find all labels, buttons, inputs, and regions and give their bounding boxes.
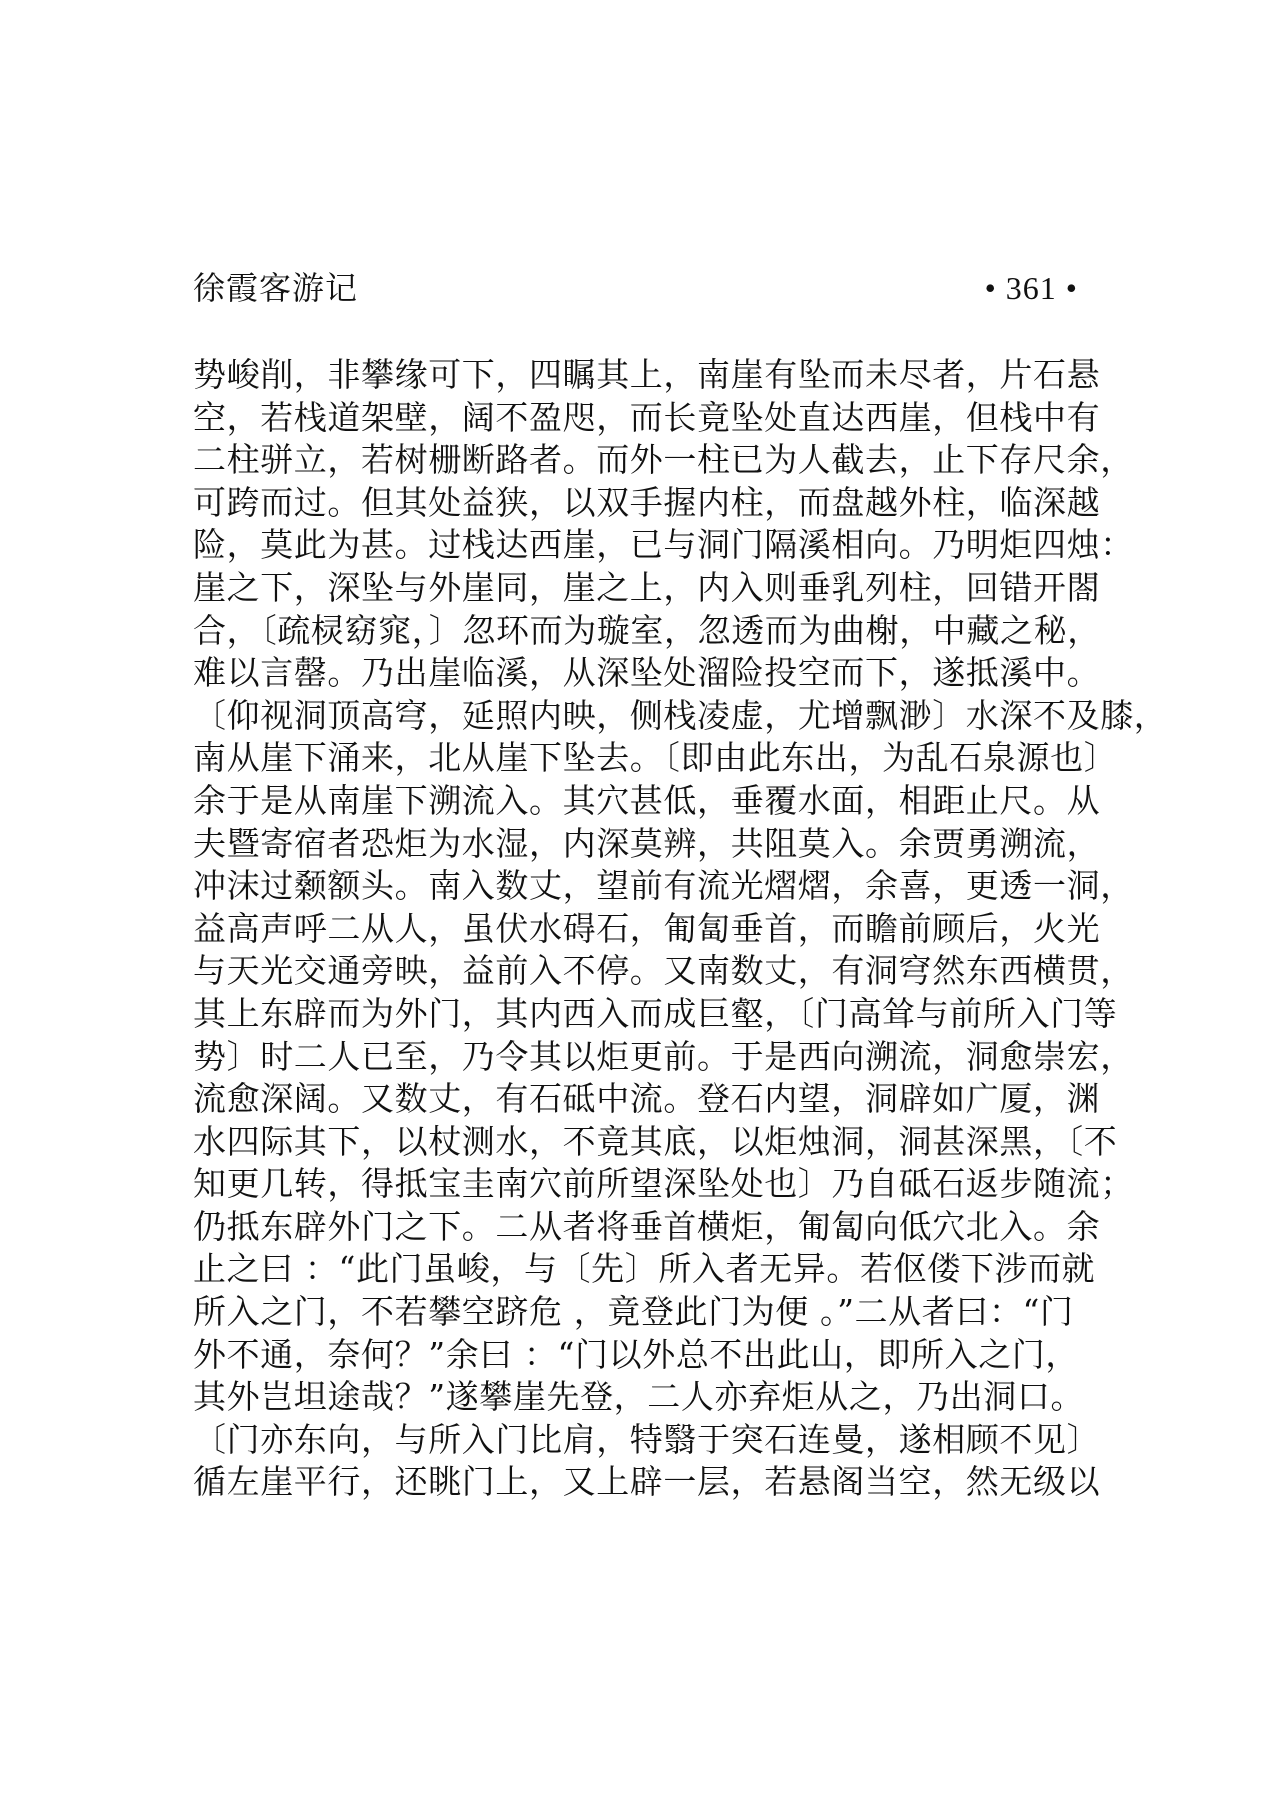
text-line: 势峻削，非攀缘可下，四瞩其上，南崖有坠而未尽者，片石悬 — [193, 355, 1101, 394]
text-line: 夫暨寄宿者恐炬为水湿，内深莫辨，共阻莫入。余贾勇溯流， — [193, 823, 1101, 863]
text-line: 流愈深阔。又数丈，有石砥中流。登石内望，洞辟如广厦，渊 — [193, 1079, 1101, 1119]
text-line: 所入之门，不若攀空跻危 ，竟登此门为便 。”二从者曰：“门 — [193, 1292, 1074, 1332]
text-line: 势〕时二人已至，乃令其以炬更前。于是西向溯流，洞愈崇宏， — [193, 1036, 1134, 1076]
page-number: • 361 • — [984, 270, 1078, 306]
text-line: 二柱骈立，若树栅断路者。而外一柱已为人截去，止下存尺余， — [193, 440, 1134, 480]
text-line: 其外岂坦途哉？”遂攀崖先登，二人亦弃炬从之，乃出洞口。 — [193, 1377, 1085, 1417]
text-line: 止之曰 ：“此门虽峻，与〔先〕所入者无异。若伛偻下涉而就 — [193, 1249, 1096, 1289]
text-line: 与天光交通旁映，益前入不停。又南数丈，有洞穹然东西横贯， — [193, 951, 1134, 991]
text-line: 余于是从南崖下溯流入。其穴甚低，垂覆水面，相距止尺。从 — [193, 780, 1101, 820]
text-line: 〔仰视洞顶高穹，延照内映，侧栈凌虚，尤增飘渺〕水深不及膝， — [193, 695, 1168, 735]
text-line: 其上东辟而为外门，其内西入而成巨壑，〔门高耸与前所入门等 — [193, 993, 1118, 1033]
text-line: 南从崖下涌来，北从崖下坠去。〔即由此东出，为乱石泉源也〕 — [193, 738, 1118, 778]
text-line: 险，莫此为甚。过栈达西崖，已与洞门隔溪相向。乃明炬四烛： — [193, 525, 1134, 565]
text-line: 外不通，奈何？”余曰 ：“门以外总不出此山，即所入之门， — [193, 1334, 1080, 1374]
text-line: 仍抵东辟外门之下。二从者将垂首横炬，匍匐向低穴北入。余 — [193, 1206, 1101, 1246]
text-line: 难以言罄。乃出崖临溪，从深坠处溜险投空而下，遂抵溪中。 — [193, 653, 1101, 693]
text-line: 水四际其下，以杖测水，不竟其底，以炬烛洞，洞甚深黑，〔不 — [193, 1121, 1118, 1161]
running-head — [193, 264, 1078, 312]
body-text — [193, 354, 1168, 1504]
book-title: 徐霞客游记 — [193, 269, 359, 307]
text-line: 知更几转，得抵宝圭南穴前所望深坠处也〕乃自砥石返步随流； — [193, 1164, 1134, 1204]
text-line: 空，若栈道架壁，阔不盈咫，而长竟坠处直达西崖，但栈中有 — [193, 397, 1101, 437]
text-line: 可跨而过。但其处益狭，以双手握内柱，而盘越外柱，临深越 — [193, 482, 1101, 522]
text-line: 益高声呼二从人，虽伏水碍石，匍匐垂首，而瞻前顾后，火光 — [193, 908, 1101, 948]
text-line: 循左崖平行，还眺门上，又上辟一层，若悬阁当空，然无级以 — [193, 1462, 1101, 1502]
text-line: 冲沫过颡额头。南入数丈，望前有流光熠熠，余喜，更透一洞， — [193, 866, 1134, 906]
text-line: 崖之下，深坠与外崖同，崖之上，内入则垂乳列柱，回错开閤 — [193, 567, 1101, 607]
text-line: 〔门亦东向，与所入门比肩，特翳于突石连曼，遂相顾不见〕 — [193, 1419, 1101, 1459]
text-line: 合，〔疏棂窈窕，〕忽环而为璇室，忽透而为曲榭，中藏之秘， — [193, 610, 1101, 650]
